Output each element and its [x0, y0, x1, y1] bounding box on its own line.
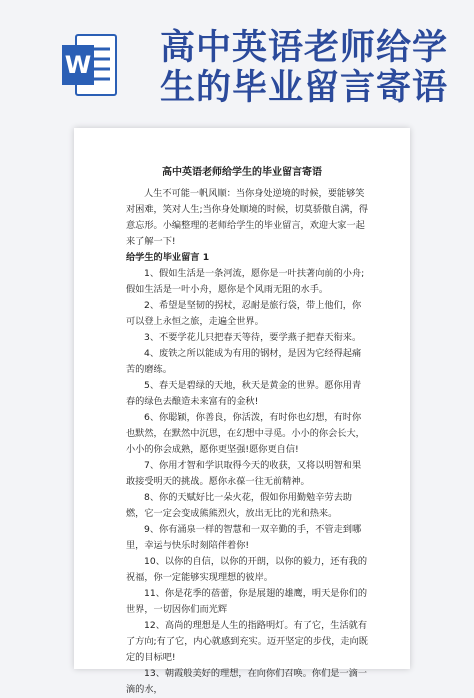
message-item: 8、你的天赋好比一朵火花，假如你用勤勉辛劳去助燃，它一定会变成熊熊烈火，放出无比的光和热来。	[126, 492, 352, 519]
message-item: 10、以你的自信，以你的开朗，以你的毅力，还有我的祝福，你一定能够实现理想的彼岸。	[126, 556, 368, 583]
document-title: 高中英语老师给学生的毕业留言寄语	[162, 167, 322, 178]
intro-paragraph: 人生不可能一帆风顺：当你身处逆境的时候，要能够笑对困难，笑对人生;当你身处顺境的时候，切莫骄傲自满，得意忘形。小编整理的老师给学生的毕业留言，欢迎大家一起来了解一下!	[126, 188, 368, 247]
message-item: 2、希望是坚韧的拐杖，忍耐是旅行袋，带上他们，你可以登上永恒之旅，走遍全世界。	[126, 300, 362, 327]
word-document-icon	[62, 33, 118, 97]
document-page	[74, 128, 410, 695]
message-item: 6、你聪颖，你善良，你活泼，有时你也幻想，有时你也默然，在默然中沉思，在幻想中寻觅。小小的你会长大，小小的你会成熟，愿你更坚强!愿你更自信!	[126, 412, 365, 455]
message-item: 1、假如生活是一条河流，愿你是一叶扶著向前的小舟;假如生活是一叶小舟，愿你是个风雨无阻的水手。	[126, 268, 365, 295]
message-item: 11、你是花季的蓓蕾，你是展翅的雄鹰，明天是你们的世界，一切因你们而光辉	[126, 588, 368, 615]
banner	[0, 0, 474, 125]
message-item: 9、你有涌泉一样的智慧和一双辛勤的手，不管走到哪里，幸运与快乐时刻陪伴着你!	[126, 524, 362, 551]
message-item: 4、废铁之所以能成为有用的钢材，是因为它经得起痛苦的磨练。	[126, 348, 362, 375]
section-heading: 给学生的毕业留言 1	[126, 252, 210, 263]
banner-title: 高中英语老师给学 生的毕业留言寄语	[160, 28, 449, 108]
word-icon-letter: W	[64, 51, 92, 79]
message-item: 3、不要学花儿只把春天等待，要学燕子把春天衔来。	[144, 332, 362, 343]
message-item: 12、高尚的理想是人生的指路明灯。有了它，生活就有了方向;有了它，内心就感到充实。迈开坚定的步伐，走向既定的目标吧!	[126, 620, 368, 663]
document-body	[126, 186, 369, 698]
message-item: 7、你用才智和学识取得今天的收获，又将以明智和果敢接受明天的挑战。愿你永葆一往无前精神。	[126, 460, 362, 487]
message-item: 5、春天是碧绿的天地，秋天是黄金的世界。愿你用青春的绿色去酿造未来富有的金秋!	[126, 380, 362, 407]
message-item: 13、朝霞般美好的理想，在向你们召唤。你们是一滴一滴的水，	[126, 668, 368, 695]
